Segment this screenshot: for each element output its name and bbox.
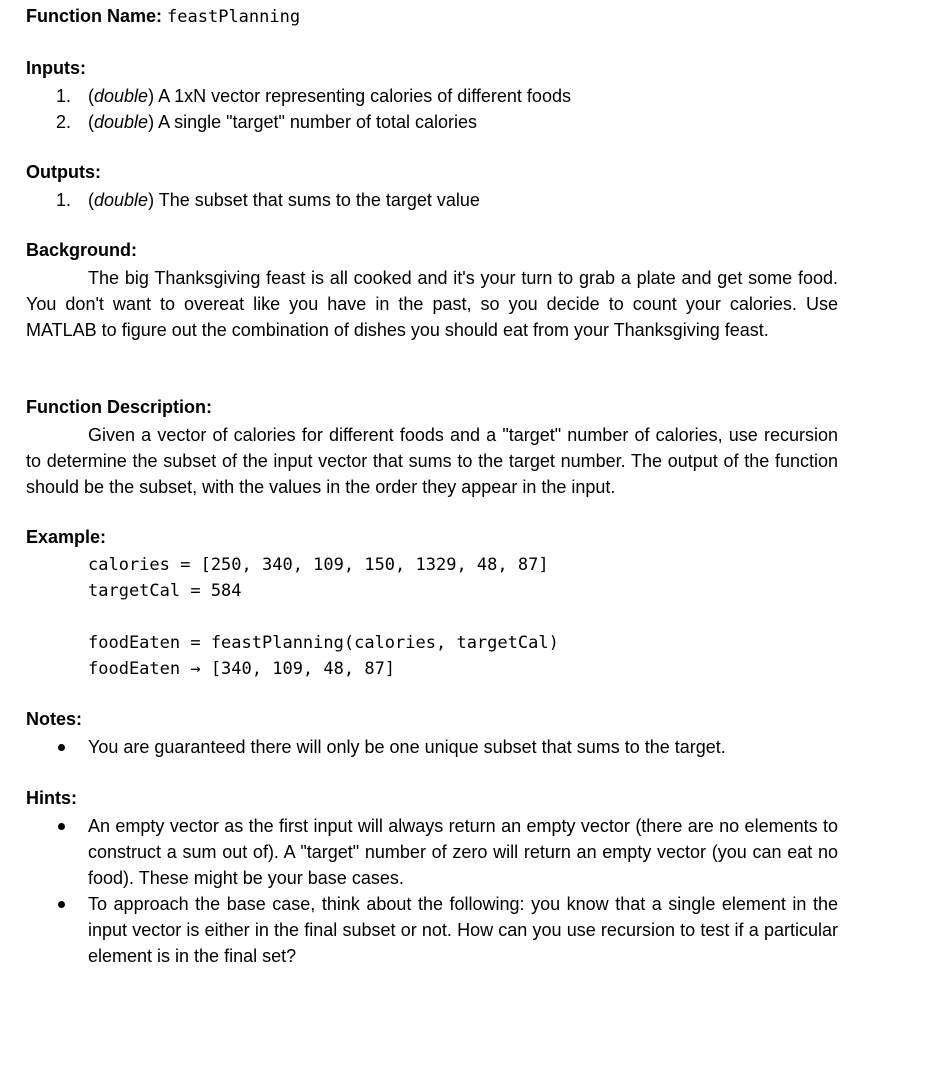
- list-item: [26, 891, 838, 969]
- bullet-icon: [58, 901, 65, 908]
- hints-heading: Hints:: [26, 788, 77, 808]
- description-heading: Function Description:: [26, 397, 212, 417]
- background-heading: Background:: [26, 240, 138, 260]
- inputs-heading: Inputs:: [26, 58, 86, 78]
- inputs-list: [26, 83, 840, 135]
- description-paragraph: Given a vector of calories for different foods and a "target" number of calories, use recursion to determine the subset of the input vector that sums to the target number. The output of the function should be the subset, with the values in the order they appear in the input.: [26, 425, 838, 497]
- function-name-label: Function Name:: [26, 6, 163, 26]
- item-text: To approach the base case, think about the following: you know that a single element in the input vector is either in the final subset or not. How can you use recursion to test if a particular element is in the final set?: [88, 894, 838, 966]
- type-label: double: [94, 190, 149, 210]
- example-code-line-3: foodEaten = feastPlanning(calories, targetCal): [88, 633, 559, 653]
- list-number: 1.: [56, 190, 72, 210]
- list-item: [26, 813, 838, 891]
- item-text: The subset that sums to the target value: [154, 190, 480, 210]
- item-text: A 1xN vector representing calories of different foods: [154, 86, 571, 106]
- list-item: 2. (double) A single "target" number of total calories: [26, 109, 840, 135]
- notes-list: [26, 734, 838, 760]
- type-label: double: [94, 112, 149, 132]
- example-code-line-4: foodEaten → [340, 109, 48, 87]: [88, 659, 396, 679]
- bullet-icon: [58, 744, 65, 751]
- item-text: A single "target" number of total calories: [154, 112, 478, 132]
- example-code-line-1: calories = [250, 340, 109, 150, 1329, 48, 87]: [88, 555, 549, 575]
- background-paragraph: The big Thanksgiving feast is all cooked and it's your turn to grab a plate and get some food. You don't want to overeat like you have in the past, so you decide to count your calories. Use MATLAB to figure out the combination of dishes you should eat from your Thanksgiving feast.: [26, 268, 838, 340]
- function-name-value: feastPlanning: [167, 7, 301, 27]
- function-name-line: [26, 6, 840, 27]
- outputs-heading: Outputs:: [26, 162, 101, 182]
- item-text: An empty vector as the first input will always return an empty vector (there are no elements to construct a sum out of). A "target" number of zero will return an empty vector (you can eat no food). These might be your base cases.: [88, 816, 838, 888]
- item-text: You are guaranteed there will only be one unique subset that sums to the target.: [88, 737, 726, 757]
- list-item: 1. (double) A 1xN vector representing calories of different foods: [26, 83, 840, 109]
- bullet-icon: [58, 823, 65, 830]
- outputs-list: [26, 187, 840, 213]
- list-number: 2.: [56, 112, 72, 132]
- example-code-line-2: targetCal = 584: [88, 581, 242, 601]
- list-number: 1.: [56, 86, 72, 106]
- list-item: 1. (double) The subset that sums to the target value: [26, 187, 840, 213]
- list-item: [26, 734, 838, 760]
- example-heading: Example:: [26, 527, 107, 547]
- hints-list: [26, 813, 838, 969]
- type-label: double: [94, 86, 149, 106]
- notes-heading: Notes:: [26, 709, 83, 729]
